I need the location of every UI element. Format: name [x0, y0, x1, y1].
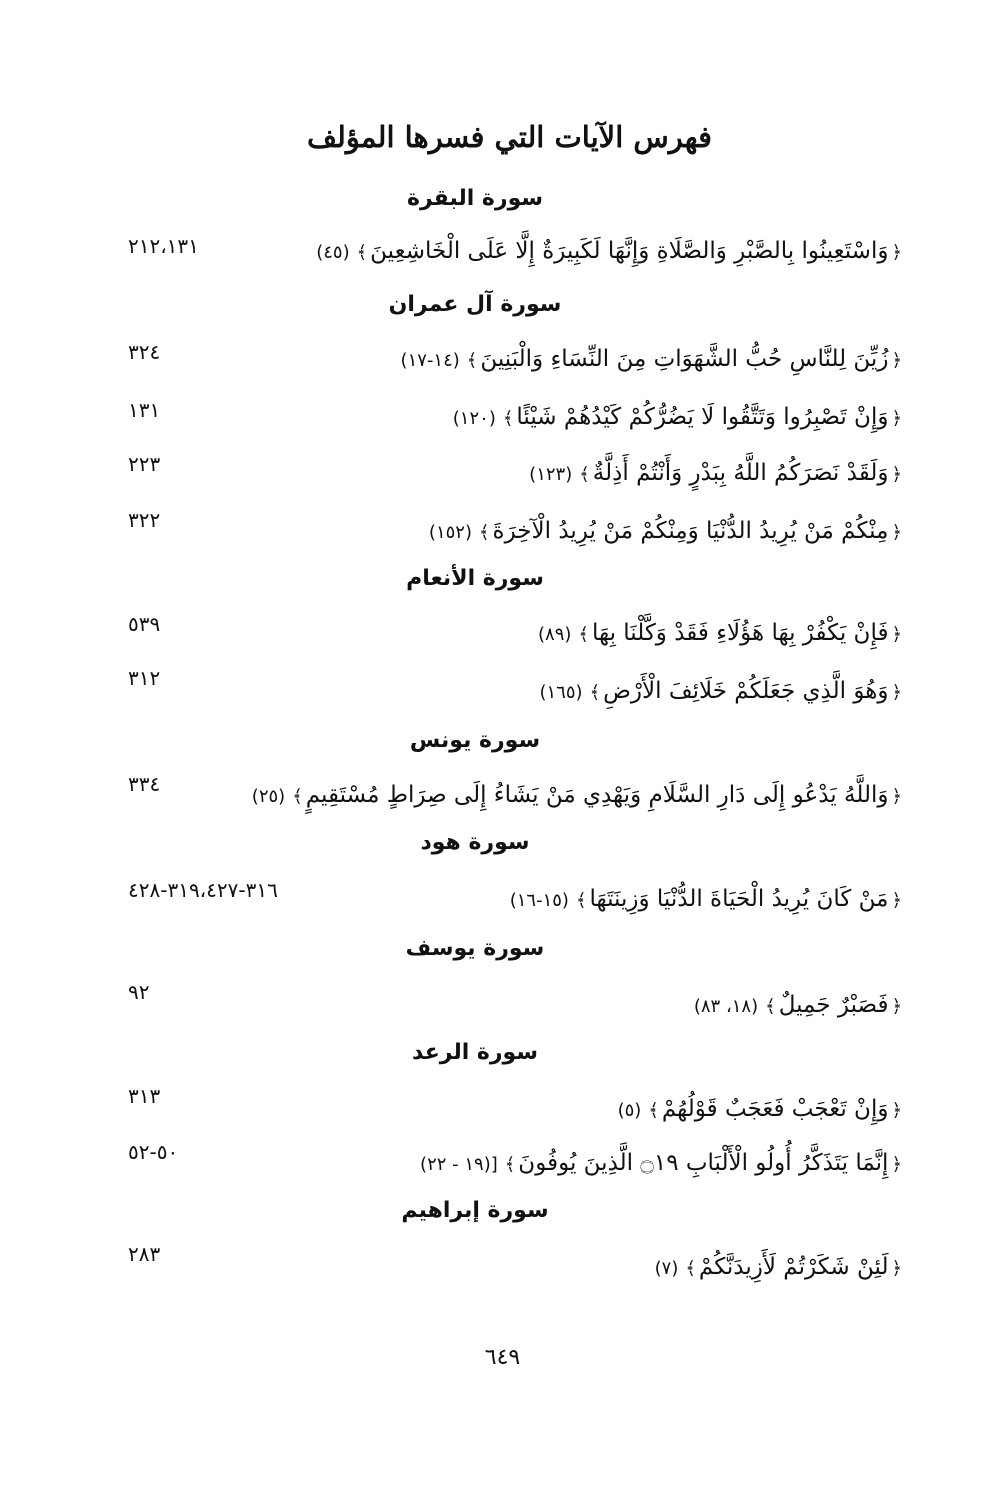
page-refs: ٣٢٤ [128, 340, 161, 364]
verse-entry [265, 620, 905, 646]
verse-entry [265, 346, 905, 372]
verse-text: وَلَقَدْ نَصَرَكُمُ اللَّهُ بِبَدْرٍ وَأَنْتُمْ أَذِلَّةٌ [592, 460, 889, 486]
ornament-close-icon: ﴾ [504, 1154, 516, 1175]
ornament-open-icon: ﴿ [891, 786, 902, 807]
verse-ref: (١٢٠) [452, 408, 496, 429]
page-refs: ٣٣٤ [128, 772, 161, 796]
verse-text: إِنَّمَا يَتَذَكَّرُ أُولُو الْأَلْبَابِ ۝١٩ الَّذِينَ يُوفُونَ [518, 1150, 889, 1176]
verse-entry [265, 404, 905, 430]
ornament-close-icon: ﴾ [356, 242, 368, 263]
verse-text: فَإِنْ يَكْفُرْ بِهَا هَؤُلَاءِ فَقَدْ وَكَّلْنَا بِهَا [591, 620, 889, 646]
page-refs: ٢١٢،١٣١ [128, 234, 199, 258]
ornament-open-icon: ﴿ [891, 242, 902, 263]
verse-entry [251, 782, 905, 808]
verse-entry [265, 238, 905, 264]
ornament-open-icon: ﴿ [891, 1258, 902, 1279]
ornament-open-icon: ﴿ [891, 682, 902, 703]
page-refs: ٣٢٢ [128, 508, 161, 532]
page-refs: ٣١٢ [128, 666, 161, 690]
page-number: ٦٤٩ [484, 1345, 521, 1370]
ornament-open-icon: ﴿ [891, 1154, 902, 1175]
verse-ref: [(١٩ - ٢٢) [420, 1154, 498, 1175]
verse-ref: (٥) [617, 1100, 642, 1121]
ornament-close-icon: ﴾ [685, 1258, 696, 1279]
surah-heading: سورة الأنعام [406, 566, 544, 591]
surah-heading: سورة هود [420, 830, 530, 855]
ornament-close-icon: ﴾ [502, 408, 514, 429]
verse-ref: (١٥٢) [428, 522, 472, 543]
page-refs: ٥٠-٥٢ [128, 1140, 179, 1164]
ornament-open-icon: ﴿ [891, 464, 902, 485]
verse-text: وَاللَّهُ يَدْعُو إِلَى دَارِ السَّلَامِ وَيَهْدِي مَنْ يَشَاءُ إِلَى صِرَاطٍ مُسْتَقِيمٍ [305, 782, 889, 808]
verse-text: مِنْكُمْ مَنْ يُرِيدُ الدُّنْيَا وَمِنْكُمْ مَنْ يُرِيدُ الْآخِرَةَ [492, 518, 889, 544]
ornament-close-icon: ﴾ [579, 464, 590, 485]
verse-ref: (١٥-١٦) [509, 890, 569, 911]
ornament-open-icon: ﴿ [891, 996, 902, 1017]
verse-entry [265, 886, 905, 912]
ornament-close-icon: ﴾ [292, 786, 303, 807]
verse-ref: (٢٥) [251, 786, 286, 807]
verse-entry [265, 518, 905, 544]
verse-ref: (١٦٥) [539, 682, 583, 703]
page-refs: ٥٣٩ [128, 612, 161, 636]
verse-text: مَنْ كَانَ يُرِيدُ الْحَيَاةَ الدُّنْيَا وَزِينَتَهَا [589, 886, 889, 912]
verse-text: وَهُوَ الَّذِي جَعَلَكُمْ خَلَائِفَ الْأَرْضِ [603, 678, 889, 704]
verse-entry [265, 460, 905, 486]
page-refs: ١٣١ [128, 398, 161, 422]
page-refs: ٢٢٣ [128, 452, 161, 476]
verse-ref: (١٤-١٧) [400, 350, 460, 371]
verse-text: لَئِنْ شَكَرْتُمْ لَأَزِيدَنَّكُمْ [698, 1254, 889, 1280]
page-refs: ٣١٦-٣١٩،٤٢٧-٤٢٨ [128, 878, 278, 902]
verse-text: زُيِّنَ لِلنَّاسِ حُبُّ الشَّهَوَاتِ مِنَ النِّسَاءِ وَالْبَنِينَ [480, 346, 889, 372]
ornament-close-icon: ﴾ [466, 350, 478, 371]
ornament-close-icon: ﴾ [765, 996, 776, 1017]
ornament-open-icon: ﴿ [891, 1100, 902, 1121]
verse-text: وَإِنْ تَصْبِرُوا وَتَتَّقُوا لَا يَضُرُّكُمْ كَيْدُهُمْ شَيْئًا [516, 404, 889, 430]
verse-entry [265, 1150, 905, 1176]
page-refs: ٣١٣ [128, 1084, 161, 1108]
ornament-close-icon: ﴾ [648, 1100, 659, 1121]
verse-ref: (٤٥) [316, 242, 350, 263]
verse-ref: (٨٩) [538, 624, 572, 645]
ornament-open-icon: ﴿ [891, 890, 902, 911]
surah-heading: سورة آل عمران [388, 292, 562, 317]
surah-heading: سورة يوسف [405, 936, 545, 961]
ornament-close-icon: ﴾ [589, 682, 601, 703]
verse-ref: (١٢٣) [529, 464, 573, 485]
surah-heading: سورة الرعد [412, 1040, 538, 1065]
verse-entry [265, 1096, 905, 1122]
ornament-close-icon: ﴾ [575, 890, 587, 911]
verse-entry [265, 1254, 905, 1280]
page-title: فهرس الآيات التي فسرها المؤلف [307, 120, 712, 154]
surah-heading: سورة يونس [409, 728, 541, 753]
ornament-open-icon: ﴿ [891, 522, 902, 543]
surah-heading: سورة البقرة [406, 186, 544, 211]
verse-entry [265, 992, 905, 1018]
ornament-close-icon: ﴾ [479, 522, 490, 543]
verse-text: وَإِنْ تَعْجَبْ فَعَجَبٌ قَوْلُهُمْ [661, 1096, 889, 1122]
verse-text: وَاسْتَعِينُوا بِالصَّبْرِ وَالصَّلَاةِ وَإِنَّهَا لَكَبِيرَةٌ إِلَّا عَلَى الْخَاشِعِينَ [370, 238, 889, 264]
ornament-open-icon: ﴿ [891, 624, 902, 645]
page-refs: ٩٢ [128, 980, 150, 1004]
ornament-close-icon: ﴾ [578, 624, 589, 645]
verse-ref: (٧) [654, 1258, 679, 1279]
ornament-open-icon: ﴿ [891, 350, 902, 371]
verse-text: فَصَبْرٌ جَمِيلٌ [778, 992, 889, 1018]
ornament-open-icon: ﴿ [891, 408, 902, 429]
verse-entry [265, 678, 905, 704]
verse-ref: (١٨، ٨٣) [693, 996, 759, 1017]
page-refs: ٢٨٣ [128, 1242, 161, 1266]
surah-heading: سورة إبراهيم [401, 1198, 549, 1223]
